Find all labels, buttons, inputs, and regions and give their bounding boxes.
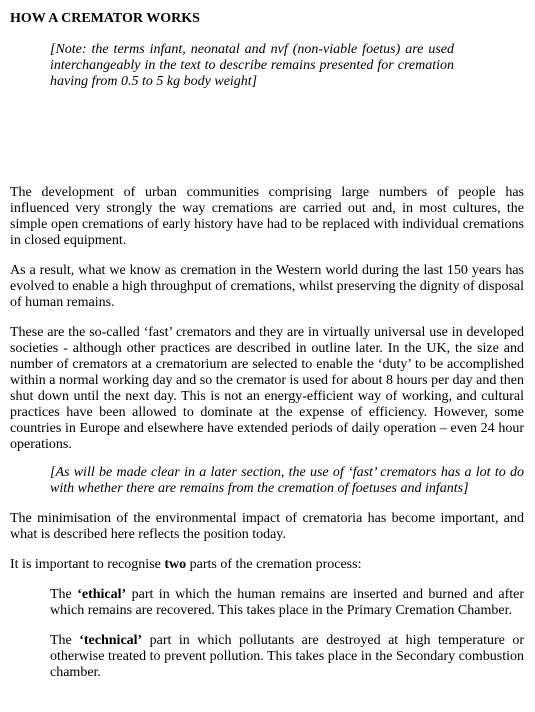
technical-bold: ‘technical’ — [79, 633, 143, 648]
paragraph-environmental-impact: The minimisation of the environmental impact of crematoria has become important, and what is described here reflects the position today. — [10, 511, 524, 542]
two-parts-after: parts of the cremation process: — [186, 557, 362, 572]
paragraph-ethical-part — [50, 587, 524, 619]
note-fast-cremators: [As will be made clear in a later section, the use of ‘fast’ cremators has a lot to do with whether there are remains from the cremation of foetuses and infants] — [50, 465, 524, 496]
ethical-bold: ‘ethical’ — [77, 587, 127, 602]
technical-before: The — [50, 633, 80, 648]
document — [10, 11, 524, 681]
note-terms: [Note: the terms infant, neonatal and nvf (non-viable foetus) are used interchangeably in the text to describe remains presented for cremation having from 0.5 to 5 kg body weight] — [50, 42, 454, 89]
ethical-before: The — [50, 587, 78, 602]
paragraph-technical-part — [50, 633, 524, 681]
technical-after: part in which pollutants are destroyed at high temperature or otherwise treated to prevent pollution. This takes place in the Secondary combustion chamber. — [50, 633, 524, 680]
page-title: HOW A CREMATOR WORKS — [10, 11, 200, 26]
paragraph-western-cremation: As a result, what we know as cremation in the Western world during the last 150 years has evolved to enable a high throughput of cremations, whilst preserving the dignity of disposal of human remains. — [10, 263, 525, 310]
two-parts-before: It is important to recognise — [10, 557, 165, 572]
paragraph-fast-cremators: These are the so-called ‘fast’ cremators and they are in virtually universal use in developed societies - although other practices are described in outline later. In the UK, the size and number of cremators at a crematorium are selected to enable the ‘duty’ to be accomplished within a normal working day and so the cremator is used for about 8 hours per day and then shut down until the next day. This is not an energy-efficient way of working, and cultural practices have been allowed to dominate at the expense of efficiency. However, some countries in Europe and elsewhere have extended periods of daily operation – even 24 hour operations. — [10, 325, 524, 452]
two-parts-bold: two — [164, 557, 187, 572]
ethical-after: part in which the human remains are inserted and burned and after which remains are recovered. This takes place in the Primary Cremation Chamber. — [50, 587, 525, 618]
paragraph-two-parts — [10, 557, 524, 573]
paragraph-urban-communities: The development of urban communities comprising large numbers of people has influenced very strongly the way cremations are carried out and, in most cultures, the simple open cremations of early history have had to be replaced with individual cremations in closed equipment. — [10, 185, 524, 248]
